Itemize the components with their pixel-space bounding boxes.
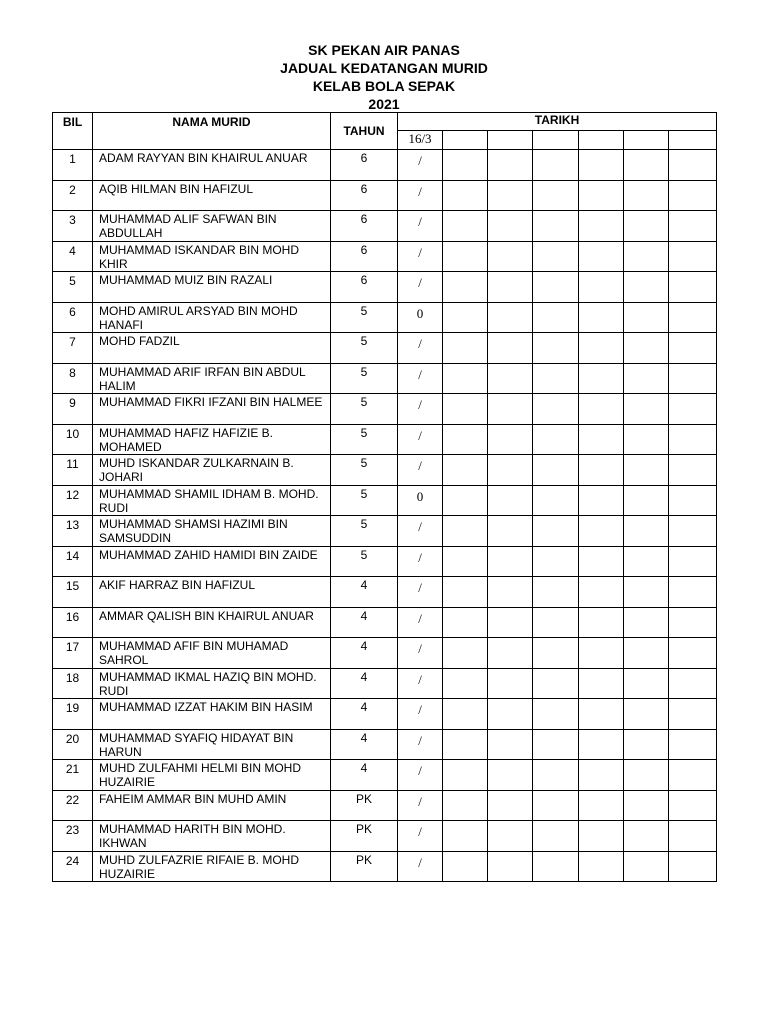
attendance-mark: / bbox=[398, 272, 443, 303]
student-name: AMMAR QALISH BIN KHAIRUL ANUAR bbox=[93, 607, 331, 638]
attendance-cell-empty bbox=[443, 424, 488, 455]
attendance-cell-empty bbox=[443, 607, 488, 638]
header-nama-murid: NAMA MURID bbox=[93, 113, 331, 150]
attendance-cell-empty bbox=[488, 333, 533, 364]
attendance-cell-empty bbox=[533, 455, 579, 486]
attendance-cell-empty bbox=[669, 424, 717, 455]
attendance-cell-empty bbox=[488, 516, 533, 547]
attendance-cell-empty bbox=[669, 394, 717, 425]
student-year: 5 bbox=[331, 302, 398, 333]
attendance-cell-empty bbox=[624, 729, 669, 760]
student-name: MUHD ZULFAZRIE RIFAIE B. MOHD HUZAIRIE bbox=[93, 851, 331, 882]
attendance-cell-empty bbox=[443, 546, 488, 577]
attendance-cell-empty bbox=[624, 790, 669, 821]
attendance-cell-empty bbox=[624, 638, 669, 669]
attendance-mark: / bbox=[398, 699, 443, 730]
attendance-cell-empty bbox=[624, 668, 669, 699]
attendance-cell-empty bbox=[443, 638, 488, 669]
attendance-cell-empty bbox=[624, 607, 669, 638]
attendance-cell-empty bbox=[488, 363, 533, 394]
attendance-cell-empty bbox=[443, 211, 488, 242]
attendance-cell-empty bbox=[669, 455, 717, 486]
attendance-cell-empty bbox=[488, 729, 533, 760]
table-row bbox=[53, 424, 717, 455]
header-tarikh: TARIKH bbox=[398, 113, 717, 131]
attendance-cell-empty bbox=[533, 729, 579, 760]
student-name: MUHAMMAD MUIZ BIN RAZALI bbox=[93, 272, 331, 303]
attendance-mark: / bbox=[398, 394, 443, 425]
student-year: 4 bbox=[331, 607, 398, 638]
document-heading bbox=[0, 41, 768, 113]
row-number: 24 bbox=[53, 851, 93, 882]
table-row bbox=[53, 851, 717, 882]
attendance-cell-empty bbox=[488, 485, 533, 516]
student-name: MUHAMMAD FIKRI IFZANI BIN HALMEE bbox=[93, 394, 331, 425]
student-name: FAHEIM AMMAR BIN MUHD AMIN bbox=[93, 790, 331, 821]
student-year: PK bbox=[331, 821, 398, 852]
attendance-cell-empty bbox=[669, 516, 717, 547]
student-name: MUHAMMAD ALIF SAFWAN BIN ABDULLAH bbox=[93, 211, 331, 242]
date-header-cell bbox=[488, 131, 533, 150]
row-number: 15 bbox=[53, 577, 93, 608]
attendance-cell-empty bbox=[669, 638, 717, 669]
student-name: MUHD ZULFAHMI HELMI BIN MOHD HUZAIRIE bbox=[93, 760, 331, 791]
attendance-cell-empty bbox=[669, 546, 717, 577]
attendance-cell-empty bbox=[624, 546, 669, 577]
attendance-mark: / bbox=[398, 516, 443, 547]
row-number: 14 bbox=[53, 546, 93, 577]
attendance-cell-empty bbox=[579, 180, 624, 211]
student-year: 5 bbox=[331, 424, 398, 455]
attendance-cell-empty bbox=[669, 668, 717, 699]
attendance-cell-empty bbox=[579, 821, 624, 852]
attendance-cell-empty bbox=[579, 455, 624, 486]
table-row bbox=[53, 821, 717, 852]
header-row bbox=[53, 113, 717, 131]
attendance-cell-empty bbox=[533, 302, 579, 333]
attendance-cell-empty bbox=[579, 638, 624, 669]
student-year: 4 bbox=[331, 577, 398, 608]
student-year: PK bbox=[331, 851, 398, 882]
attendance-cell-empty bbox=[669, 760, 717, 791]
attendance-cell-empty bbox=[533, 516, 579, 547]
row-number: 12 bbox=[53, 485, 93, 516]
attendance-mark: / bbox=[398, 821, 443, 852]
row-number: 2 bbox=[53, 180, 93, 211]
attendance-cell-empty bbox=[488, 150, 533, 181]
student-year: 4 bbox=[331, 760, 398, 791]
attendance-cell-empty bbox=[624, 516, 669, 547]
attendance-cell-empty bbox=[443, 333, 488, 364]
attendance-cell-empty bbox=[669, 729, 717, 760]
attendance-cell-empty bbox=[533, 668, 579, 699]
row-number: 20 bbox=[53, 729, 93, 760]
attendance-cell-empty bbox=[488, 424, 533, 455]
attendance-cell-empty bbox=[443, 363, 488, 394]
attendance-cell-empty bbox=[579, 241, 624, 272]
attendance-cell-empty bbox=[669, 302, 717, 333]
attendance-cell-empty bbox=[579, 211, 624, 242]
attendance-cell-empty bbox=[533, 211, 579, 242]
student-name: MUHAMMAD SHAMSI HAZIMI BIN SAMSUDDIN bbox=[93, 516, 331, 547]
attendance-cell-empty bbox=[624, 760, 669, 791]
attendance-cell-empty bbox=[579, 790, 624, 821]
student-name: MUHAMMAD IKMAL HAZIQ BIN MOHD. RUDI bbox=[93, 668, 331, 699]
student-name: MUHD ISKANDAR ZULKARNAIN B. JOHARI bbox=[93, 455, 331, 486]
attendance-mark: / bbox=[398, 546, 443, 577]
attendance-mark: / bbox=[398, 638, 443, 669]
attendance-cell-empty bbox=[443, 302, 488, 333]
student-year: 6 bbox=[331, 211, 398, 242]
table-row bbox=[53, 302, 717, 333]
row-number: 13 bbox=[53, 516, 93, 547]
student-year: 4 bbox=[331, 668, 398, 699]
table-row bbox=[53, 638, 717, 669]
row-number: 7 bbox=[53, 333, 93, 364]
attendance-cell-empty bbox=[669, 363, 717, 394]
attendance-cell-empty bbox=[488, 394, 533, 425]
row-number: 22 bbox=[53, 790, 93, 821]
table-row bbox=[53, 241, 717, 272]
student-year: PK bbox=[331, 790, 398, 821]
date-header-cell bbox=[533, 131, 579, 150]
attendance-cell-empty bbox=[488, 851, 533, 882]
attendance-cell-empty bbox=[533, 241, 579, 272]
attendance-cell-empty bbox=[533, 821, 579, 852]
attendance-cell-empty bbox=[443, 821, 488, 852]
attendance-cell-empty bbox=[624, 150, 669, 181]
student-name: MUHAMMAD SYAFIQ HIDAYAT BIN HARUN bbox=[93, 729, 331, 760]
student-year: 5 bbox=[331, 455, 398, 486]
student-year: 4 bbox=[331, 638, 398, 669]
attendance-cell-empty bbox=[533, 272, 579, 303]
attendance-cell-empty bbox=[443, 180, 488, 211]
attendance-cell-empty bbox=[488, 638, 533, 669]
row-number: 6 bbox=[53, 302, 93, 333]
row-number: 16 bbox=[53, 607, 93, 638]
student-year: 5 bbox=[331, 546, 398, 577]
attendance-cell-empty bbox=[443, 394, 488, 425]
attendance-cell-empty bbox=[624, 577, 669, 608]
attendance-mark: / bbox=[398, 790, 443, 821]
attendance-mark: / bbox=[398, 851, 443, 882]
table-row bbox=[53, 333, 717, 364]
attendance-cell-empty bbox=[579, 516, 624, 547]
attendance-cell-empty bbox=[533, 150, 579, 181]
attendance-cell-empty bbox=[488, 455, 533, 486]
attendance-mark: / bbox=[398, 668, 443, 699]
attendance-cell-empty bbox=[579, 729, 624, 760]
table-row bbox=[53, 363, 717, 394]
student-name: MUHAMMAD ISKANDAR BIN MOHD KHIR bbox=[93, 241, 331, 272]
student-year: 5 bbox=[331, 333, 398, 364]
table-row bbox=[53, 455, 717, 486]
student-name: AKIF HARRAZ BIN HAFIZUL bbox=[93, 577, 331, 608]
table-row bbox=[53, 729, 717, 760]
attendance-cell-empty bbox=[443, 790, 488, 821]
table-row bbox=[53, 485, 717, 516]
attendance-cell-empty bbox=[533, 546, 579, 577]
row-number: 23 bbox=[53, 821, 93, 852]
row-number: 18 bbox=[53, 668, 93, 699]
attendance-cell-empty bbox=[533, 760, 579, 791]
attendance-cell-empty bbox=[624, 363, 669, 394]
table-row bbox=[53, 394, 717, 425]
attendance-cell-empty bbox=[669, 150, 717, 181]
student-name: MUHAMMAD HAFIZ HAFIZIE B. MOHAMED bbox=[93, 424, 331, 455]
attendance-cell-empty bbox=[533, 607, 579, 638]
attendance-cell-empty bbox=[669, 699, 717, 730]
attendance-cell-empty bbox=[669, 241, 717, 272]
table-row bbox=[53, 790, 717, 821]
attendance-cell-empty bbox=[443, 699, 488, 730]
student-year: 4 bbox=[331, 699, 398, 730]
date-header-cell bbox=[669, 131, 717, 150]
attendance-cell-empty bbox=[669, 851, 717, 882]
attendance-mark: / bbox=[398, 455, 443, 486]
attendance-cell-empty bbox=[533, 699, 579, 730]
student-name: MUHAMMAD HARITH BIN MOHD. IKHWAN bbox=[93, 821, 331, 852]
attendance-cell-empty bbox=[533, 180, 579, 211]
row-number: 5 bbox=[53, 272, 93, 303]
attendance-cell-empty bbox=[579, 394, 624, 425]
date-header-cell bbox=[624, 131, 669, 150]
attendance-cell-empty bbox=[669, 211, 717, 242]
attendance-cell-empty bbox=[443, 760, 488, 791]
header-bil: BIL bbox=[53, 113, 93, 150]
attendance-cell-empty bbox=[624, 211, 669, 242]
student-name: MUHAMMAD AFIF BIN MUHAMAD SAHROL bbox=[93, 638, 331, 669]
attendance-cell-empty bbox=[533, 851, 579, 882]
attendance-cell-empty bbox=[624, 851, 669, 882]
document-title: JADUAL KEDATANGAN MURID bbox=[280, 60, 488, 76]
attendance-cell-empty bbox=[669, 333, 717, 364]
table-row bbox=[53, 150, 717, 181]
table-row bbox=[53, 760, 717, 791]
attendance-cell-empty bbox=[443, 455, 488, 486]
attendance-cell-empty bbox=[579, 150, 624, 181]
attendance-cell-empty bbox=[624, 821, 669, 852]
attendance-cell-empty bbox=[624, 302, 669, 333]
attendance-cell-empty bbox=[443, 241, 488, 272]
attendance-cell-empty bbox=[488, 180, 533, 211]
attendance-cell-empty bbox=[533, 790, 579, 821]
attendance-cell-empty bbox=[669, 790, 717, 821]
attendance-cell-empty bbox=[579, 607, 624, 638]
attendance-cell-empty bbox=[488, 211, 533, 242]
attendance-mark: / bbox=[398, 729, 443, 760]
attendance-cell-empty bbox=[579, 668, 624, 699]
attendance-cell-empty bbox=[669, 577, 717, 608]
attendance-cell-empty bbox=[443, 485, 488, 516]
attendance-cell-empty bbox=[669, 821, 717, 852]
attendance-cell-empty bbox=[488, 302, 533, 333]
row-number: 9 bbox=[53, 394, 93, 425]
date-header-cell bbox=[443, 131, 488, 150]
student-year: 5 bbox=[331, 363, 398, 394]
student-year: 5 bbox=[331, 516, 398, 547]
attendance-cell-empty bbox=[624, 424, 669, 455]
attendance-mark: / bbox=[398, 150, 443, 181]
attendance-cell-empty bbox=[624, 333, 669, 364]
student-name: MOHD AMIRUL ARSYAD BIN MOHD HANAFI bbox=[93, 302, 331, 333]
date-header-cell: 16/3 bbox=[398, 131, 443, 150]
attendance-cell-empty bbox=[579, 333, 624, 364]
year: 2021 bbox=[368, 96, 400, 112]
student-year: 5 bbox=[331, 485, 398, 516]
attendance-cell-empty bbox=[624, 272, 669, 303]
attendance-mark: / bbox=[398, 760, 443, 791]
attendance-cell-empty bbox=[579, 485, 624, 516]
attendance-cell-empty bbox=[488, 821, 533, 852]
table-row bbox=[53, 180, 717, 211]
attendance-cell-empty bbox=[533, 485, 579, 516]
attendance-cell-empty bbox=[488, 760, 533, 791]
attendance-mark: / bbox=[398, 180, 443, 211]
attendance-mark: / bbox=[398, 424, 443, 455]
attendance-cell-empty bbox=[488, 790, 533, 821]
attendance-cell-empty bbox=[669, 272, 717, 303]
row-number: 1 bbox=[53, 150, 93, 181]
attendance-mark: / bbox=[398, 211, 443, 242]
table-row bbox=[53, 607, 717, 638]
attendance-cell-empty bbox=[669, 607, 717, 638]
student-year: 4 bbox=[331, 729, 398, 760]
attendance-cell-empty bbox=[579, 851, 624, 882]
attendance-mark: / bbox=[398, 363, 443, 394]
attendance-cell-empty bbox=[579, 760, 624, 791]
attendance-cell-empty bbox=[624, 394, 669, 425]
row-number: 10 bbox=[53, 424, 93, 455]
attendance-cell-empty bbox=[443, 272, 488, 303]
row-number: 3 bbox=[53, 211, 93, 242]
attendance-cell-empty bbox=[624, 485, 669, 516]
attendance-cell-empty bbox=[443, 516, 488, 547]
attendance-cell-empty bbox=[579, 363, 624, 394]
student-year: 6 bbox=[331, 150, 398, 181]
attendance-cell-empty bbox=[488, 668, 533, 699]
school-name: SK PEKAN AIR PANAS bbox=[308, 42, 460, 58]
attendance-cell-empty bbox=[443, 577, 488, 608]
attendance-mark: 0 bbox=[398, 485, 443, 516]
row-number: 17 bbox=[53, 638, 93, 669]
table-row bbox=[53, 699, 717, 730]
row-number: 4 bbox=[53, 241, 93, 272]
attendance-cell-empty bbox=[443, 729, 488, 760]
row-number: 21 bbox=[53, 760, 93, 791]
student-year: 6 bbox=[331, 180, 398, 211]
attendance-cell-empty bbox=[579, 546, 624, 577]
attendance-cell-empty bbox=[488, 546, 533, 577]
student-name: MUHAMMAD IZZAT HAKIM BIN HASIM bbox=[93, 699, 331, 730]
attendance-cell-empty bbox=[624, 180, 669, 211]
attendance-cell-empty bbox=[488, 272, 533, 303]
student-name: AQIB HILMAN BIN HAFIZUL bbox=[93, 180, 331, 211]
attendance-table bbox=[52, 112, 717, 882]
attendance-cell-empty bbox=[579, 577, 624, 608]
attendance-cell-empty bbox=[533, 333, 579, 364]
row-number: 8 bbox=[53, 363, 93, 394]
student-year: 6 bbox=[331, 241, 398, 272]
attendance-cell-empty bbox=[488, 607, 533, 638]
row-number: 11 bbox=[53, 455, 93, 486]
table-row bbox=[53, 546, 717, 577]
student-year: 6 bbox=[331, 272, 398, 303]
attendance-cell-empty bbox=[443, 150, 488, 181]
attendance-cell-empty bbox=[624, 455, 669, 486]
student-name: MUHAMMAD ZAHID HAMIDI BIN ZAIDE bbox=[93, 546, 331, 577]
table-row bbox=[53, 668, 717, 699]
attendance-mark: / bbox=[398, 607, 443, 638]
attendance-cell-empty bbox=[579, 699, 624, 730]
student-name: MUHAMMAD SHAMIL IDHAM B. MOHD. RUDI bbox=[93, 485, 331, 516]
attendance-cell-empty bbox=[579, 424, 624, 455]
table-row bbox=[53, 272, 717, 303]
attendance-cell-empty bbox=[669, 180, 717, 211]
table-row bbox=[53, 211, 717, 242]
attendance-cell-empty bbox=[533, 424, 579, 455]
student-name: ADAM RAYYAN BIN KHAIRUL ANUAR bbox=[93, 150, 331, 181]
attendance-mark: 0 bbox=[398, 302, 443, 333]
student-name: MOHD FADZIL bbox=[93, 333, 331, 364]
student-year: 5 bbox=[331, 394, 398, 425]
attendance-cell-empty bbox=[533, 577, 579, 608]
row-number: 19 bbox=[53, 699, 93, 730]
attendance-cell-empty bbox=[488, 241, 533, 272]
attendance-cell-empty bbox=[624, 241, 669, 272]
attendance-mark: / bbox=[398, 577, 443, 608]
student-name: MUHAMMAD ARIF IRFAN BIN ABDUL HALIM bbox=[93, 363, 331, 394]
attendance-cell-empty bbox=[579, 272, 624, 303]
attendance-cell-empty bbox=[533, 363, 579, 394]
attendance-cell-empty bbox=[533, 638, 579, 669]
header-tahun: TAHUN bbox=[331, 113, 398, 150]
attendance-mark: / bbox=[398, 333, 443, 364]
attendance-cell-empty bbox=[669, 485, 717, 516]
attendance-cell-empty bbox=[488, 577, 533, 608]
attendance-cell-empty bbox=[488, 699, 533, 730]
table-row bbox=[53, 516, 717, 547]
club-name: KELAB BOLA SEPAK bbox=[312, 78, 456, 94]
date-header-cell bbox=[579, 131, 624, 150]
attendance-cell-empty bbox=[579, 302, 624, 333]
attendance-cell-empty bbox=[533, 394, 579, 425]
table-row bbox=[53, 577, 717, 608]
attendance-cell-empty bbox=[624, 699, 669, 730]
attendance-cell-empty bbox=[443, 668, 488, 699]
attendance-cell-empty bbox=[443, 851, 488, 882]
attendance-mark: / bbox=[398, 241, 443, 272]
